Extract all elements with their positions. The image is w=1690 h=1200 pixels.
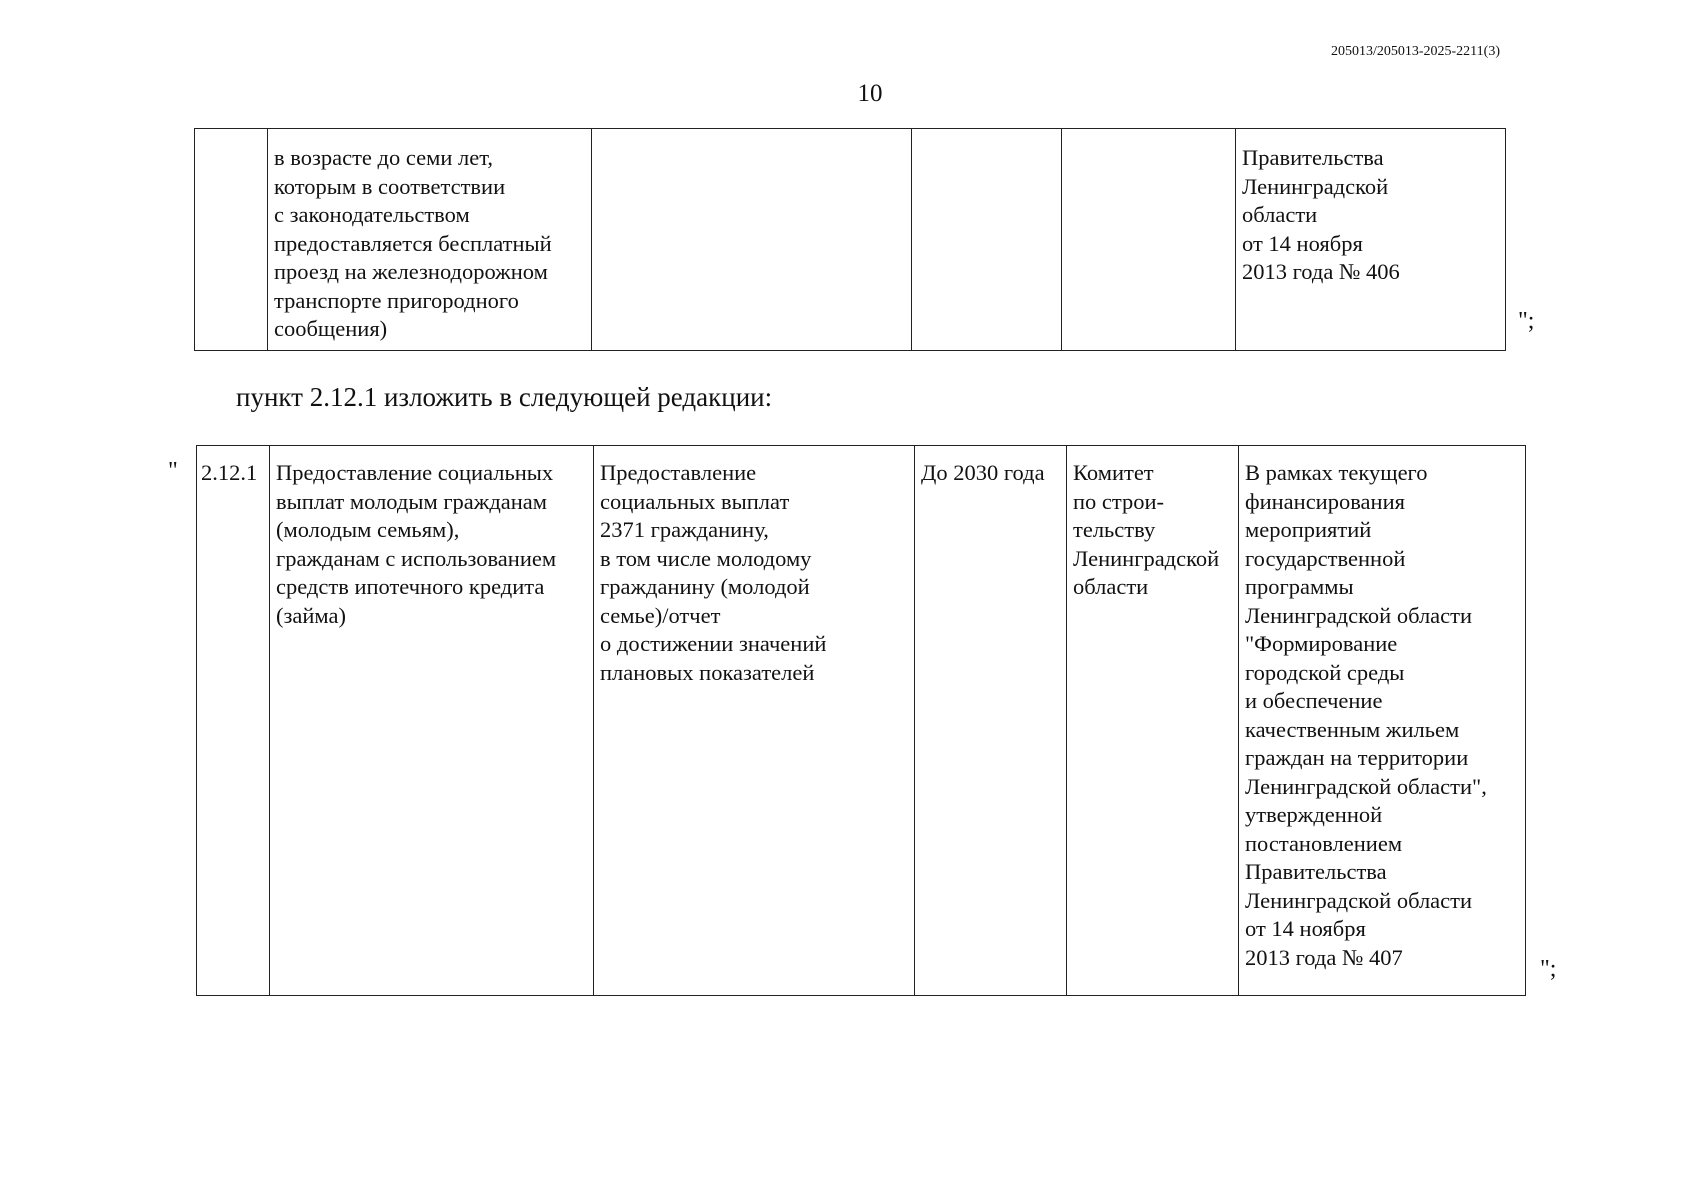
top-table-fragment	[194, 128, 1506, 351]
closing-quote: ";	[1518, 308, 1535, 334]
table-cell-number: 2.12.1	[197, 446, 270, 996]
table-cell-deadline	[912, 129, 1062, 351]
table-cell-result: Предоставление социальных выплат 2371 гражданину, в том числе молодому гражданину (молодой семье)/отчет о достижении значений плановых показателей	[594, 446, 915, 996]
table-cell-measure: в возрасте до семи лет, которым в соответствии с законодательством предоставляется бесплатный проезд на железнодорожном транспорте пригородного сообщения)	[268, 129, 592, 351]
table-cell-result	[592, 129, 912, 351]
closing-quote: ";	[1540, 956, 1557, 982]
table-cell-responsible	[1062, 129, 1236, 351]
bottom-table-item-2-12-1	[196, 445, 1526, 996]
table-row	[195, 129, 1506, 351]
table-cell-measure: Предоставление социальных выплат молодым гражданам (молодым семьям), гражданам с использованием средств ипотечного кредита (займа)	[270, 446, 594, 996]
page-number: 10	[857, 80, 883, 107]
table-cell-funding: В рамках текущего финансирования мероприятий государственной программы Ленинградской области "Формирование городской среды и обеспечение качественным жильем граждан на территории Ленинградской области", утвержденной постановлением Правительства Ленинградской области от 14 ноября 2013 года № 407	[1239, 446, 1526, 996]
table-cell-responsible: Комитет по строи- тельству Ленинградской области	[1067, 446, 1239, 996]
table-cell-number	[195, 129, 268, 351]
table-cell-funding: Правительства Ленинградской области от 14 ноября 2013 года № 406	[1236, 129, 1506, 351]
amendment-instruction: пункт 2.12.1 изложить в следующей редакции:	[236, 382, 773, 412]
table-row	[197, 446, 1526, 996]
document-id: 205013/205013-2025-2211(3)	[1330, 44, 1500, 59]
opening-quote: "	[168, 458, 178, 484]
table-cell-deadline: До 2030 года	[915, 446, 1067, 996]
